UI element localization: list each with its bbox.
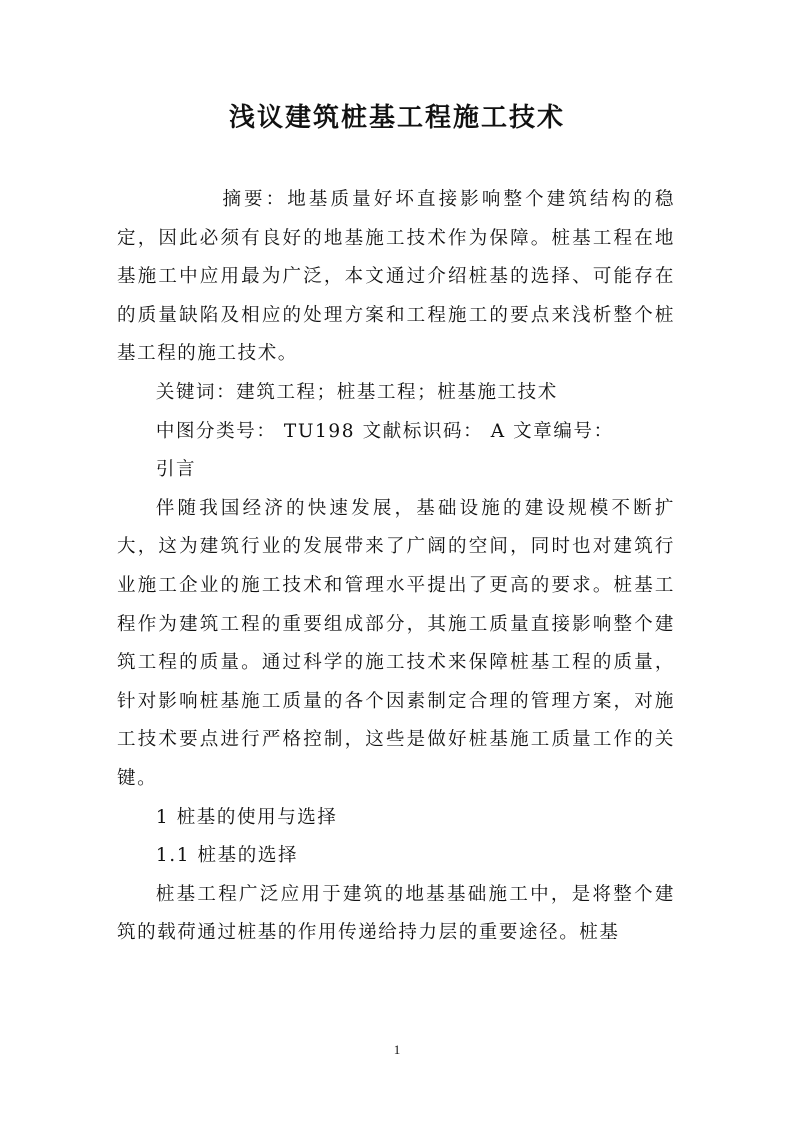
abstract-paragraph: 摘要：地基质量好坏直接影响整个建筑结构的稳定，因此必须有良好的地基施工技术作为保障。桩基工程在地基施工中应用最为广泛，本文通过介绍桩基的选择、可能存在的质量缺陷及相应的处理方案和工程施工的要点来浅析整个桩基工程的施工技术。 xyxy=(117,189,675,365)
section-heading-introduction: 引言 xyxy=(155,459,197,481)
classification-line: 中图分类号： TU198 文献标识码： A 文章编号： xyxy=(155,420,614,442)
body-paragraph: 桩基工程广泛应用于建筑的地基基础施工中，是将整个建筑的载荷通过桩基的作用传递给持力层的重要途径。桩基 xyxy=(117,883,675,944)
keywords-line: 关键词：建筑工程；桩基工程；桩基施工技术 xyxy=(155,381,558,403)
page-number: 1 xyxy=(393,1042,401,1057)
section-heading-1: 1 桩基的使用与选择 xyxy=(155,806,338,828)
section-heading-1-1: 1.1 桩基的选择 xyxy=(155,845,299,867)
document-body xyxy=(117,181,675,953)
document-title: 浅议建筑桩基工程施工技术 xyxy=(228,103,565,133)
body-paragraph: 伴随我国经济的快速发展，基础设施的建设规模不断扩大，这为建筑行业的发展带来了广阔的空间，同时也对建筑行业施工企业的施工技术和管理水平提出了更高的要求。桩基工程作为建筑工程的重要组成部分，其施工质量直接影响整个建筑工程的质量。通过科学的施工技术来保障桩基工程的质量，针对影响桩基施工质量的各个因素制定合理的管理方案，对施工技术要点进行严格控制，这些是做好桩基施工质量工作的关键。 xyxy=(117,497,675,789)
